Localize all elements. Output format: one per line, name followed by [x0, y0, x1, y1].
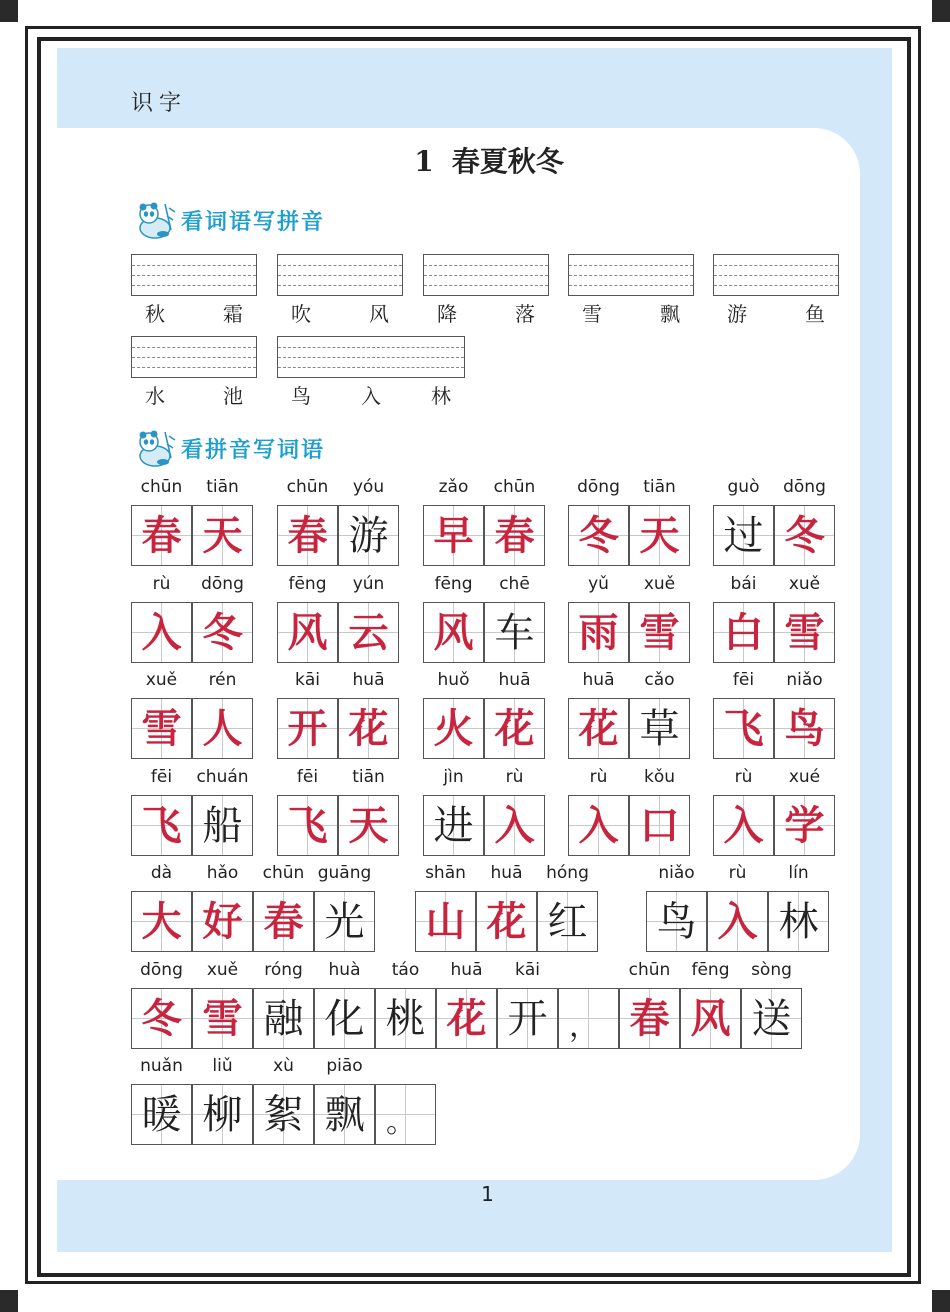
pinyin-label: bái	[730, 574, 757, 594]
character-cell[interactable]: 花	[484, 698, 545, 759]
pinyin-label: yóu	[352, 477, 385, 497]
word-label	[145, 380, 243, 409]
pinyin-label: rù	[728, 863, 747, 883]
word-char: 秋	[145, 302, 165, 326]
pinyin-label: guò	[727, 477, 760, 497]
section-heading-text: 看词语写拼音	[181, 208, 326, 235]
pinyin-label: rù	[152, 574, 171, 594]
word-char: 鸟	[291, 384, 311, 408]
character-cell[interactable]: 天	[629, 505, 690, 566]
pinyin-label: fēng	[288, 574, 327, 594]
word-label	[291, 298, 389, 327]
guide-line	[278, 357, 464, 358]
pinyin-label: táo	[391, 960, 420, 980]
corner-mark	[932, 0, 950, 22]
character-cell[interactable]: 春	[619, 988, 680, 1049]
character-cell[interactable]: 游	[338, 505, 399, 566]
character-cell[interactable]: 柳	[192, 1084, 253, 1145]
pinyin-label: dōng	[577, 477, 620, 497]
character-cell[interactable]: 风	[423, 602, 484, 663]
guide-line	[714, 275, 838, 276]
panda-icon	[133, 200, 177, 240]
pinyin-label: chē	[499, 574, 530, 594]
guide-line	[714, 265, 838, 266]
page-number: 1	[481, 1182, 494, 1206]
pinyin-label: lín	[788, 863, 809, 883]
lesson-number: 1	[414, 145, 434, 178]
character-cell[interactable]: 船	[192, 795, 253, 856]
guide-line	[278, 265, 402, 266]
character-cell[interactable]: 过	[713, 505, 774, 566]
pinyin-answer-box[interactable]	[277, 254, 403, 296]
pinyin-label: huā	[498, 670, 531, 690]
pinyin-label: tiān	[206, 477, 239, 497]
character-cell[interactable]: 雪	[192, 988, 253, 1049]
character-cell[interactable]: 雪	[629, 602, 690, 663]
pinyin-label: yǔ	[588, 574, 609, 594]
character-cell[interactable]: 人	[192, 698, 253, 759]
pinyin-label: yún	[352, 574, 385, 594]
character-cell[interactable]: 雪	[774, 602, 835, 663]
pinyin-label: kāi	[295, 670, 320, 690]
character-cell[interactable]: 天	[192, 505, 253, 566]
word-char: 水	[145, 384, 165, 408]
pinyin-label: xuě	[206, 960, 239, 980]
character-cell[interactable]: 云	[338, 602, 399, 663]
character-cell[interactable]: 白	[713, 602, 774, 663]
pinyin-label: fēi	[732, 670, 755, 690]
character-cell[interactable]: 桃	[375, 988, 436, 1049]
pinyin-label: xuě	[643, 574, 676, 594]
pinyin-answer-box[interactable]	[131, 254, 257, 296]
character-cell[interactable]: 山	[415, 891, 476, 952]
character-cell[interactable]: 早	[423, 505, 484, 566]
guide-line	[278, 285, 402, 286]
character-cell[interactable]: 冬	[568, 505, 629, 566]
pinyin-label: sòng	[751, 960, 792, 980]
character-cell[interactable]: 入	[568, 795, 629, 856]
pinyin-answer-box[interactable]	[423, 254, 549, 296]
character-cell[interactable]: 大	[131, 891, 192, 952]
section-heading-text: 看拼音写词语	[181, 436, 326, 463]
pinyin-label: chūn	[262, 863, 305, 883]
pinyin-label: fēi	[296, 767, 319, 787]
pinyin-label: fēi	[150, 767, 173, 787]
character-cell[interactable]: 冬	[192, 602, 253, 663]
pinyin-label: hóng	[546, 863, 589, 883]
character-cell[interactable]: 入	[707, 891, 768, 952]
word-char: 飘	[660, 302, 680, 326]
character-cell[interactable]: 林	[768, 891, 829, 952]
pinyin-label: xuě	[788, 574, 821, 594]
section-heading-pinyin	[133, 200, 325, 240]
guide-line	[132, 357, 256, 358]
character-cell[interactable]: 春	[131, 505, 192, 566]
guide-line	[278, 275, 402, 276]
pinyin-label: chūn	[286, 477, 329, 497]
character-cell[interactable]: 入	[131, 602, 192, 663]
guide-line	[132, 347, 256, 348]
pinyin-label: piāo	[326, 1056, 363, 1076]
pinyin-label: rù	[589, 767, 608, 787]
guide-line	[569, 265, 693, 266]
corner-mark	[0, 0, 18, 22]
word-label	[582, 298, 680, 327]
word-char: 林	[431, 384, 451, 408]
section-label: 识字	[131, 91, 188, 116]
pinyin-label: rù	[734, 767, 753, 787]
punctuation-cell[interactable]: ，	[558, 988, 619, 1049]
pinyin-label: xué	[788, 767, 821, 787]
character-cell[interactable]: 化	[314, 988, 375, 1049]
pinyin-label: huā	[490, 863, 523, 883]
pinyin-label: liǔ	[212, 1056, 233, 1076]
character-cell[interactable]: 入	[713, 795, 774, 856]
pinyin-label: niǎo	[786, 670, 823, 690]
pinyin-label: chūn	[140, 477, 183, 497]
word-label	[145, 298, 243, 327]
word-char: 风	[369, 302, 389, 326]
character-cell[interactable]: 冬	[774, 505, 835, 566]
pinyin-label: huā	[352, 670, 385, 690]
character-cell[interactable]: 花	[338, 698, 399, 759]
word-label	[727, 298, 825, 327]
pinyin-label: huǒ	[437, 670, 470, 690]
guide-line	[132, 285, 256, 286]
pinyin-label: chūn	[628, 960, 671, 980]
word-char: 游	[727, 302, 747, 326]
word-char: 鱼	[805, 302, 825, 326]
guide-line	[714, 285, 838, 286]
pinyin-label: hǎo	[206, 863, 239, 883]
character-cell[interactable]: 学	[774, 795, 835, 856]
pinyin-label: fēng	[434, 574, 473, 594]
pinyin-label: dōng	[201, 574, 244, 594]
character-cell[interactable]: 飞	[131, 795, 192, 856]
pinyin-label: chuán	[196, 767, 249, 787]
pinyin-label: xù	[273, 1056, 294, 1076]
guide-line	[132, 275, 256, 276]
pinyin-label: rén	[208, 670, 237, 690]
pinyin-label: huā	[450, 960, 483, 980]
character-cell[interactable]: 好	[192, 891, 253, 952]
punctuation-cell[interactable]: 。	[375, 1084, 436, 1145]
pinyin-answer-box[interactable]	[131, 336, 257, 378]
pinyin-label: guāng	[317, 863, 372, 883]
character-cell[interactable]: 飞	[713, 698, 774, 759]
panda-icon	[133, 428, 177, 468]
word-char: 入	[361, 384, 381, 408]
character-cell[interactable]: 进	[423, 795, 484, 856]
pinyin-label: xuě	[145, 670, 178, 690]
pinyin-label: rù	[505, 767, 524, 787]
character-cell[interactable]: 天	[338, 795, 399, 856]
guide-line	[278, 347, 464, 348]
word-char: 雪	[582, 302, 602, 326]
guide-line	[132, 265, 256, 266]
guide-line	[132, 367, 256, 368]
pinyin-label: huà	[328, 960, 361, 980]
section-heading-words	[133, 428, 325, 468]
word-char: 降	[437, 302, 457, 326]
pinyin-label: zǎo	[438, 477, 469, 497]
character-cell[interactable]: 火	[423, 698, 484, 759]
character-cell[interactable]: 送	[741, 988, 802, 1049]
character-cell[interactable]: 车	[484, 602, 545, 663]
guide-line	[424, 275, 548, 276]
corner-mark	[0, 1290, 18, 1312]
character-cell[interactable]: 口	[629, 795, 690, 856]
pinyin-label: chūn	[493, 477, 536, 497]
character-cell[interactable]: 雨	[568, 602, 629, 663]
character-cell[interactable]: 入	[484, 795, 545, 856]
character-cell[interactable]: 风	[680, 988, 741, 1049]
character-cell[interactable]: 风	[277, 602, 338, 663]
pinyin-label: dōng	[783, 477, 826, 497]
lesson-name: 春夏秋冬	[451, 145, 564, 178]
pinyin-answer-box[interactable]	[713, 254, 839, 296]
character-cell[interactable]: 开	[497, 988, 558, 1049]
pinyin-label: nuǎn	[140, 1056, 183, 1076]
pinyin-label: kǒu	[643, 767, 676, 787]
character-cell[interactable]: 花	[436, 988, 497, 1049]
character-cell[interactable]: 鸟	[646, 891, 707, 952]
word-label	[437, 298, 535, 327]
word-label	[291, 380, 451, 409]
pinyin-answer-box[interactable]	[568, 254, 694, 296]
character-cell[interactable]: 飞	[277, 795, 338, 856]
word-char: 霜	[223, 302, 243, 326]
character-cell[interactable]: 暖	[131, 1084, 192, 1145]
lesson-title	[0, 140, 950, 180]
guide-line	[278, 367, 464, 368]
character-cell[interactable]: 雪	[131, 698, 192, 759]
character-cell[interactable]: 鸟	[774, 698, 835, 759]
pinyin-label: niǎo	[658, 863, 695, 883]
character-cell[interactable]: 冬	[131, 988, 192, 1049]
character-cell[interactable]: 花	[568, 698, 629, 759]
pinyin-answer-box[interactable]	[277, 336, 465, 378]
character-cell[interactable]: 飘	[314, 1084, 375, 1145]
character-cell[interactable]: 花	[476, 891, 537, 952]
pinyin-label: kāi	[515, 960, 540, 980]
character-cell[interactable]: 红	[537, 891, 598, 952]
guide-line	[424, 265, 548, 266]
pinyin-label: róng	[264, 960, 303, 980]
guide-line	[424, 285, 548, 286]
character-cell[interactable]: 开	[277, 698, 338, 759]
pinyin-label: tiān	[352, 767, 385, 787]
pinyin-label: fēng	[691, 960, 730, 980]
pinyin-label: cǎo	[644, 670, 675, 690]
guide-line	[569, 285, 693, 286]
pinyin-label: dōng	[140, 960, 183, 980]
word-char: 吹	[291, 302, 311, 326]
word-char: 落	[515, 302, 535, 326]
character-cell[interactable]: 草	[629, 698, 690, 759]
character-cell[interactable]: 春	[253, 891, 314, 952]
character-cell[interactable]: 光	[314, 891, 375, 952]
pinyin-label: huā	[582, 670, 615, 690]
corner-mark	[932, 1290, 950, 1312]
character-cell[interactable]: 融	[253, 988, 314, 1049]
character-cell[interactable]: 春	[277, 505, 338, 566]
character-cell[interactable]: 絮	[253, 1084, 314, 1145]
word-char: 池	[223, 384, 243, 408]
pinyin-label: jìn	[443, 767, 464, 787]
character-cell[interactable]: 春	[484, 505, 545, 566]
guide-line	[569, 275, 693, 276]
pinyin-label: shān	[425, 863, 466, 883]
pinyin-label: tiān	[643, 477, 676, 497]
pinyin-label: dà	[150, 863, 173, 883]
